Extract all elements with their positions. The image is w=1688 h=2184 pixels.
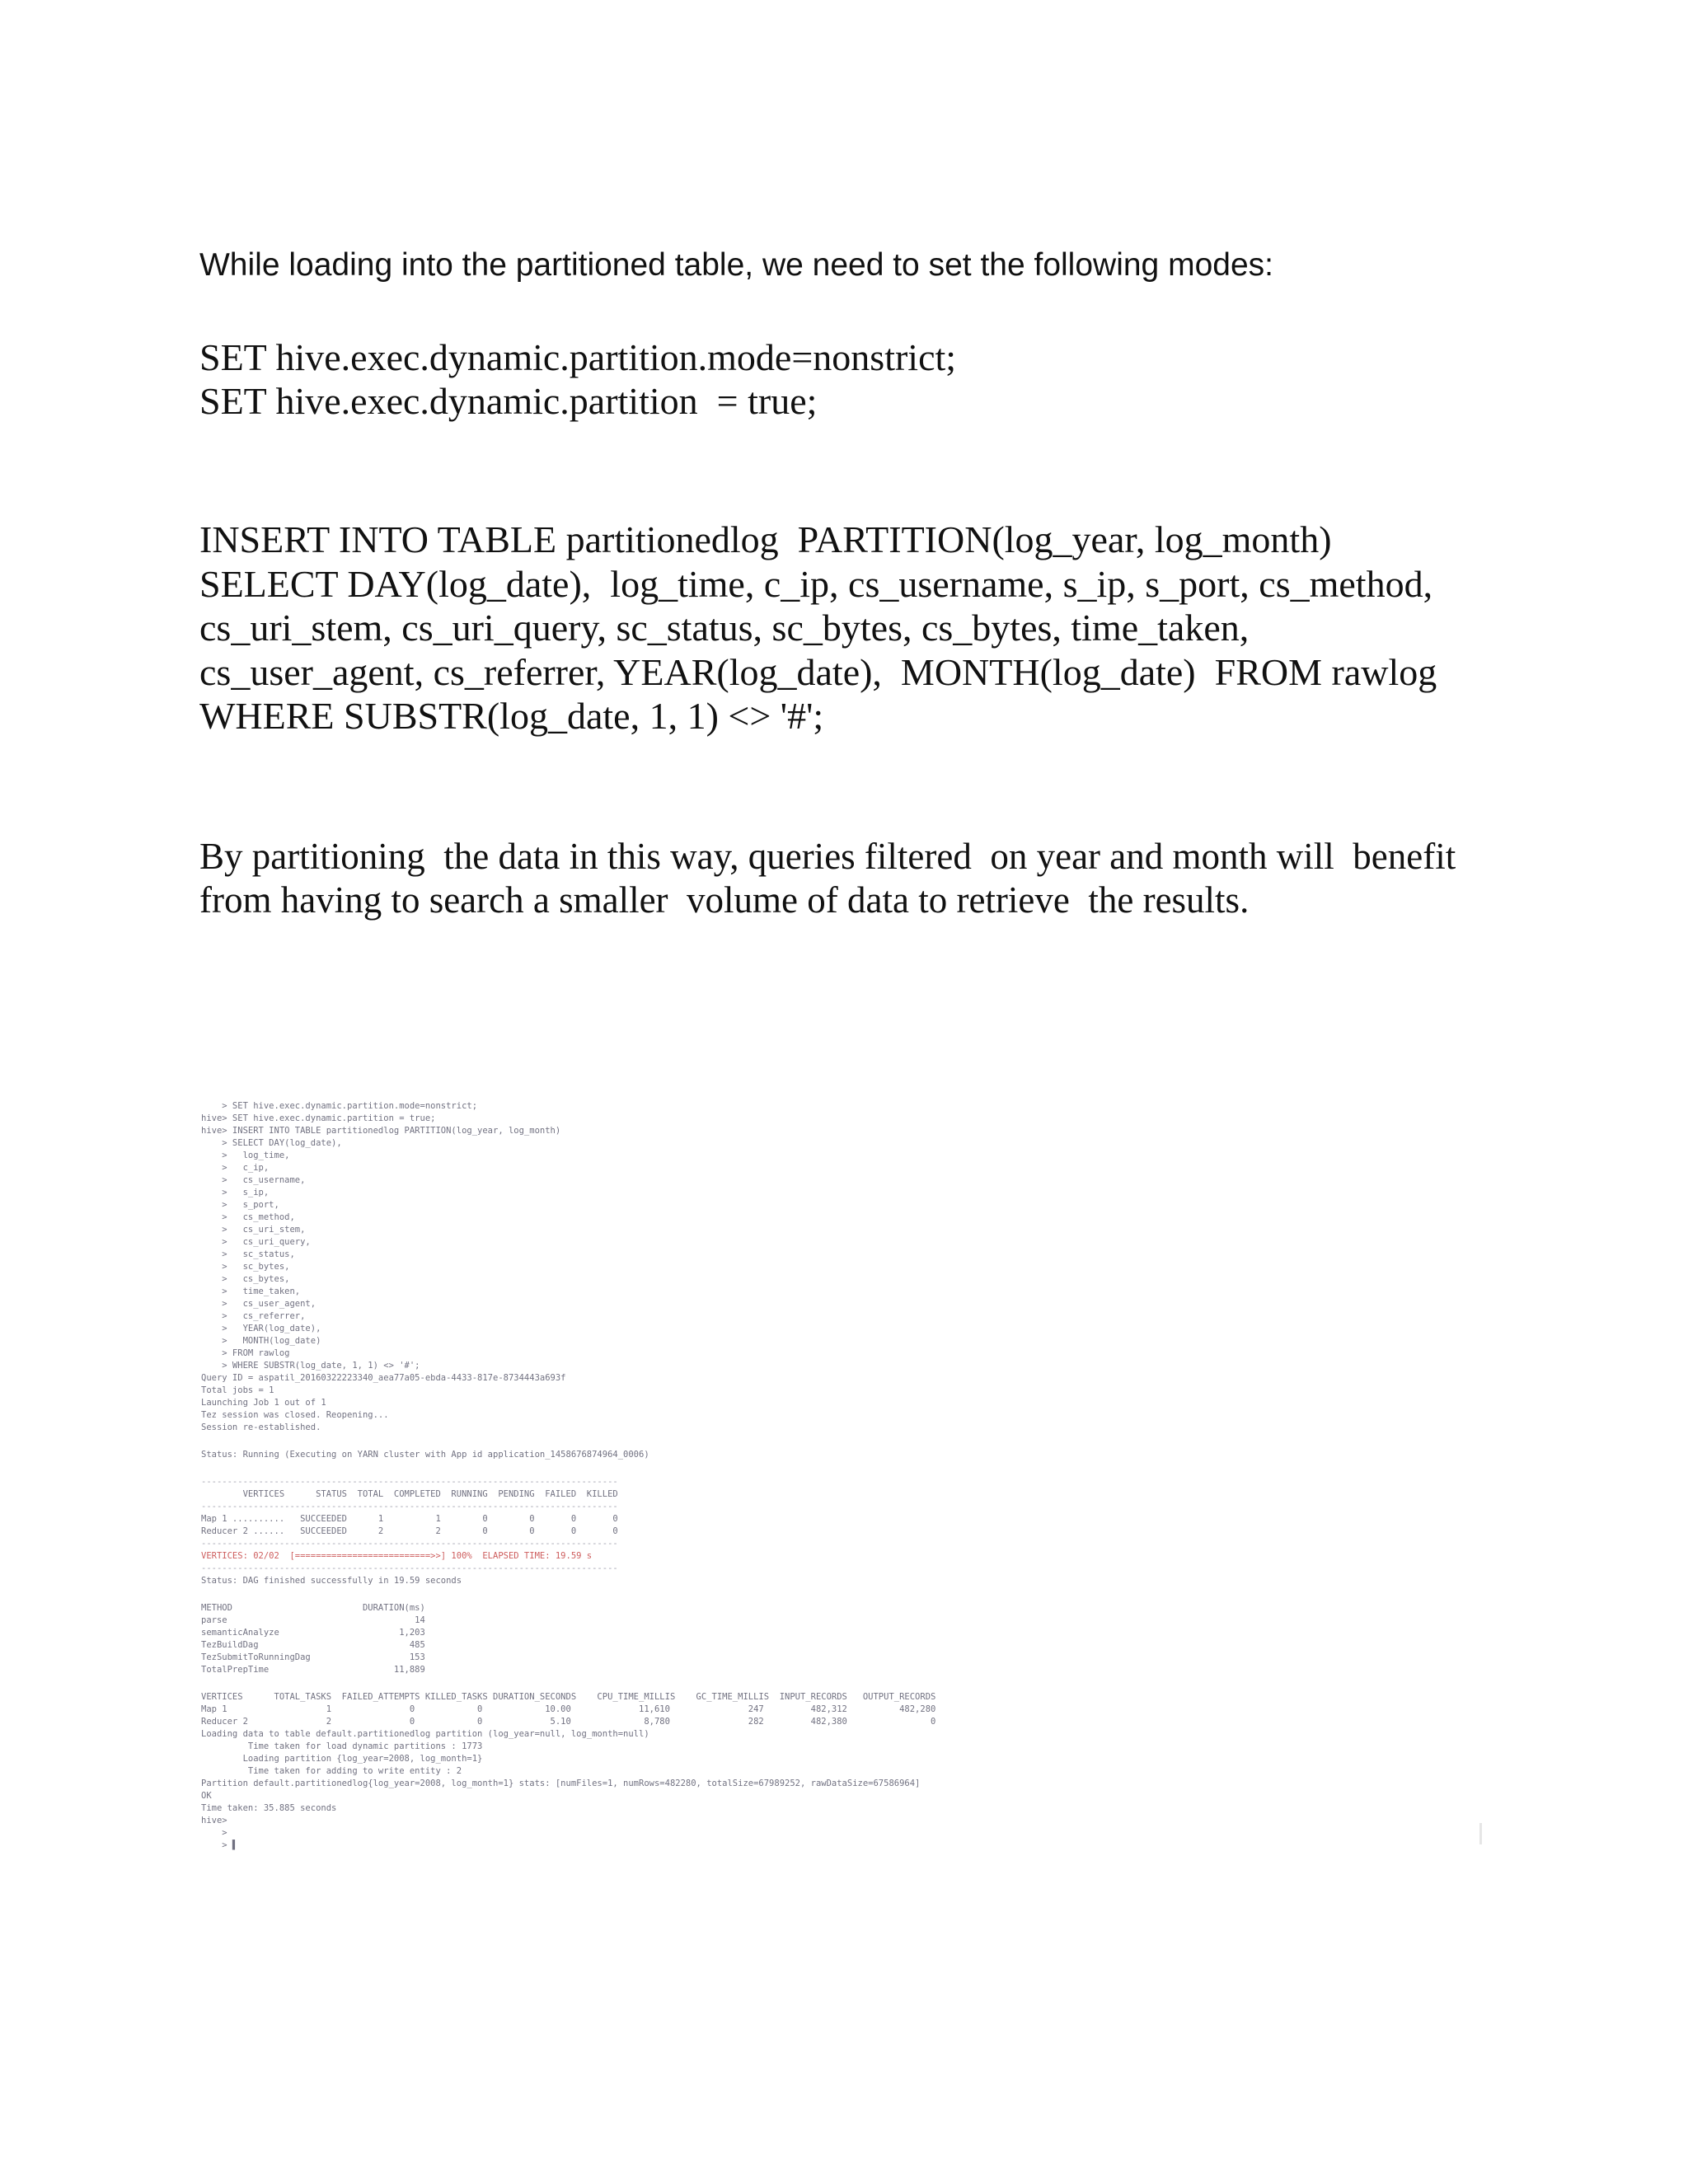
terminal-line: Time taken for load dynamic partitions : 1773 (201, 1741, 483, 1751)
terminal-line: Session re-established. (201, 1422, 321, 1432)
terminal-line: > cs_uri_query, (201, 1237, 311, 1247)
sql-line: cs_uri_stem, cs_uri_query, sc_status, sc_bytes, cs_bytes, time_taken, (199, 607, 1250, 649)
terminal-line: > cs_uri_stem, (201, 1225, 306, 1235)
vertex-row: Reducer 2 ...... SUCCEEDED 2 2 0 0 0 0 (201, 1526, 618, 1536)
terminal-line: > MONTH(log_date) (201, 1336, 321, 1346)
insert-sql-statement (199, 518, 1437, 738)
terminal-line: Loading data to table default.partitionedlog partition (log_year=null, log_month=null) (201, 1729, 649, 1739)
terminal-line: Query ID = aspatil_20160322223340_aea77a05-ebda-4433-817e-8734443a693f (201, 1373, 566, 1383)
set-statement-line: SET hive.exec.dynamic.partition.mode=nonstrict; (199, 336, 957, 378)
terminal-line: > c_ip, (201, 1163, 270, 1173)
sql-line: INSERT INTO TABLE partitionedlog PARTITION(log_year, log_month) (199, 518, 1332, 560)
divider-line: -------------------------------------------------------------------------------- (201, 1502, 618, 1511)
divider-line: -------------------------------------------------------------------------------- (201, 1563, 618, 1573)
terminal-line: > YEAR(log_date), (201, 1324, 321, 1333)
terminal-line: > cs_referrer, (201, 1311, 306, 1321)
terminal-line: Time taken: 35.885 seconds (201, 1803, 337, 1813)
method-row: TezBuildDag 485 (201, 1640, 425, 1650)
terminal-line: > FROM rawlog (201, 1348, 290, 1358)
method-row: TotalPrepTime 11,889 (201, 1665, 425, 1675)
status-running-line: Status: Running (Executing on YARN cluster with App id application_1458676874964_0006) (201, 1450, 649, 1460)
terminal-line: hive> (201, 1816, 227, 1825)
terminal-line: > cs_bytes, (201, 1274, 290, 1284)
terminal-line: Total jobs = 1 (201, 1385, 274, 1395)
sql-line: WHERE SUBSTR(log_date, 1, 1) <> '#'; (199, 695, 824, 737)
sql-line: cs_user_agent, cs_referrer, YEAR(log_date), MONTH(log_date) FROM rawlog (199, 650, 1437, 693)
intro-text: While loading into the partitioned table, we need to set the following modes: (199, 247, 1273, 283)
terminal-line: > s_ip, (201, 1188, 270, 1197)
terminal-line: Time taken for adding to write entity : 2 (201, 1766, 462, 1776)
terminal-line: Partition default.partitionedlog{log_year=2008, log_month=1} stats: [numFiles=1, numRows=482280, totalSize=67989252, rawDataSize=67586964] (201, 1779, 921, 1788)
divider-line: -------------------------------------------------------------------------------- (201, 1477, 618, 1487)
terminal-line: > (201, 1828, 227, 1838)
terminal-line: Tez session was closed. Reopening... (201, 1410, 389, 1420)
terminal-line: > SET hive.exec.dynamic.partition.mode=nonstrict; (201, 1101, 478, 1111)
terminal-loading-lines (201, 1728, 1487, 1852)
vertex-row: Map 1 .......... SUCCEEDED 1 1 0 0 0 0 (201, 1514, 618, 1524)
counters-row: Reducer 2 2 0 0 5.10 8,780 282 482,380 0 (201, 1717, 936, 1727)
terminal-line: OK (201, 1791, 212, 1801)
set-statements (199, 335, 956, 423)
terminal-line: > SELECT DAY(log_date), (201, 1138, 342, 1148)
method-row: TezSubmitToRunningDag 153 (201, 1652, 425, 1662)
terminal-line: > time_taken, (201, 1286, 301, 1296)
terminal-line: > sc_status, (201, 1249, 295, 1259)
method-table-header: METHOD DURATION(ms) (201, 1603, 425, 1613)
terminal-line: > ▌ (201, 1840, 238, 1850)
vertex-table-header: VERTICES STATUS TOTAL COMPLETED RUNNING PENDING FAILED KILLED (201, 1489, 618, 1499)
sql-line: SELECT DAY(log_date), log_time, c_ip, cs_username, s_ip, s_port, cs_method, (199, 562, 1433, 605)
hive-terminal-screenshot (201, 1100, 1487, 1858)
terminal-scrollbar (1479, 1823, 1482, 1844)
divider-line: -------------------------------------------------------------------------------- (201, 1539, 618, 1549)
terminal-line: > s_port, (201, 1200, 279, 1210)
terminal-line: hive> SET hive.exec.dynamic.partition = true; (201, 1113, 436, 1123)
terminal-line: Launching Job 1 out of 1 (201, 1398, 326, 1408)
paragraph-line: By partitioning the data in this way, queries filtered on year and month will benefit (199, 836, 1456, 877)
terminal-line: > cs_user_agent, (201, 1299, 316, 1309)
terminal-line: Loading partition {log_year=2008, log_month=1} (201, 1754, 483, 1764)
set-statement-line: SET hive.exec.dynamic.partition = true; (199, 380, 818, 422)
terminal-line: > log_time, (201, 1151, 290, 1160)
terminal-line: hive> INSERT INTO TABLE partitionedlog PARTITION(log_year, log_month) (201, 1126, 561, 1136)
counters-table-header: VERTICES TOTAL_TASKS FAILED_ATTEMPTS KILLED_TASKS DURATION_SECONDS CPU_TIME_MILLIS GC_TIME_MILLIS INPUT_RECORDS OUTPUT_RECORDS (201, 1692, 936, 1702)
method-row: parse 14 (201, 1615, 425, 1625)
status-finished-line: Status: DAG finished successfully in 19.59 seconds (201, 1576, 462, 1586)
terminal-line: > cs_method, (201, 1212, 295, 1222)
method-row: semanticAnalyze 1,203 (201, 1628, 425, 1638)
explanation-paragraph (199, 835, 1456, 922)
terminal-line: > cs_username, (201, 1175, 306, 1185)
paragraph-line: from having to search a smaller volume of data to retrieve the results. (199, 879, 1250, 921)
vertices-progress-line: VERTICES: 02/02 [==========================>>] 100% ELAPSED TIME: 19.59 s (201, 1551, 593, 1561)
terminal-prompt-lines (201, 1100, 1487, 1434)
terminal-line: > WHERE SUBSTR(log_date, 1, 1) <> '#'; (201, 1361, 420, 1371)
terminal-line: > sc_bytes, (201, 1262, 290, 1272)
counters-row: Map 1 1 0 0 10.00 11,610 247 482,312 482,280 (201, 1704, 936, 1714)
